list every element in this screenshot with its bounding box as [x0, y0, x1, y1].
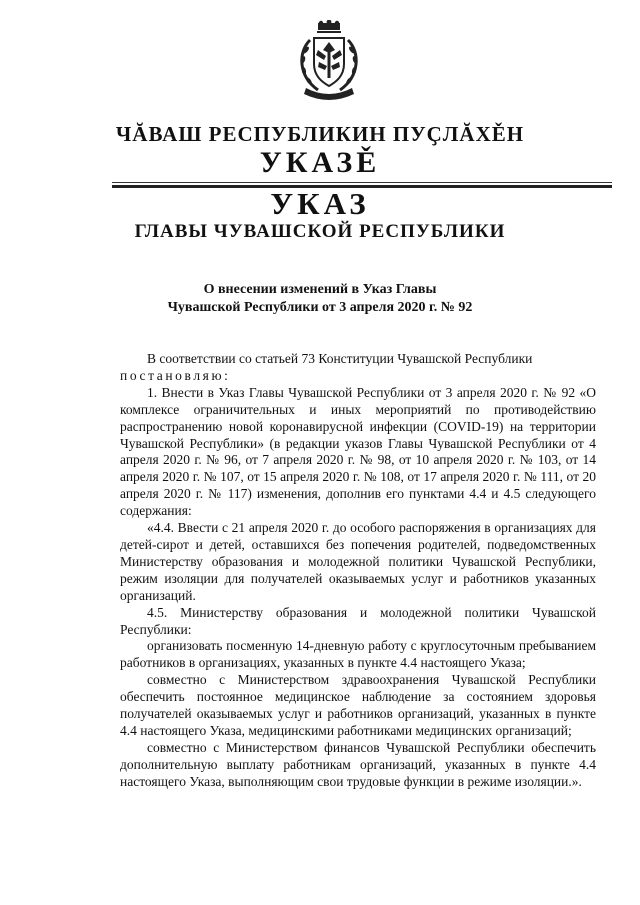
chuvash-header-title: ЧĂВАШ РЕСПУБЛИКИН ПУҪЛĂХĚН: [115, 122, 525, 146]
issuer-heading: ГЛАВЫ ЧУВАШСКОЙ РЕСПУБЛИКИ: [134, 221, 506, 242]
paragraph-4-5: 4.5. Министерству образования и молодежной политики Чувашской Республики:: [120, 604, 596, 637]
paragraph-4-5-c: совместно с Министерством финансов Чувашской Республики обеспечить дополнительную выплату работникам организаций, указанных в пункте 4.4 настоящего Указа, выполняющим свои трудовые функции в режиме изоляции.».: [120, 739, 596, 789]
intro-paragraph: В соответствии со статьей 73 Конституции Чувашской Республики: [147, 351, 533, 366]
subject-line-2: Чувашской Республики от 3 апреля 2020 г. № 92: [167, 300, 473, 315]
paragraph-4-4: «4.4. Ввести с 21 апреля 2020 г. до особого распоряжения в организациях для детей-сирот и детей, оставшихся без попечения родителей, подведомственных Министерству образования и молодежной политики Чувашской Республики, режим изоляции для получателей оказываемых услуг и работников указанных организаций.: [120, 520, 596, 603]
decree-subject: [0, 281, 640, 317]
paragraph-4-5-b: совместно с Министерством здравоохранения Чувашской Республики обеспечить постоянное медицинское наблюдение за состоянием здоровья получателей оказываемых услуг и работников организаций, указанных в пункте 4.4 настоящего Указа, медицинскими работниками медицинских организаций;: [120, 672, 596, 738]
chuvash-ukaze-heading: УКАЗĚ: [259, 146, 381, 179]
ukaz-heading: УКАЗ: [270, 186, 370, 221]
postanovlyayu-text: постановляю:: [120, 367, 231, 383]
decree-body: [120, 351, 596, 791]
header-divider-thin: [112, 182, 612, 183]
postanovlyayu-line: [120, 368, 596, 385]
chuvash-coat-of-arms-icon: [294, 20, 364, 102]
paragraph-1: 1. Внести в Указ Главы Чувашской Республики от 3 апреля 2020 г. № 92 «О комплексе ограничительных и иных мероприятий по противодействию распространению новой коронавирусной инфекции (COVID-19) на территории Чувашской Республики» (в редакции указов Главы Чувашской Республики от 4 апреля 2020 г. № 96, от 7 апреля 2020 г. № 98, от 10 апреля 2020 г. № 103, от 14 апреля 2020 г. № 107, от 15 апреля 2020 г. № 108, от 17 апреля 2020 г. № 111, от 20 апреля 2020 г. № 117) изменения, дополнив его пунктами 4.4 и 4.5 следующего содержания:: [120, 384, 596, 519]
subject-line-1: О внесении изменений в Указ Главы: [203, 282, 437, 297]
paragraph-4-5-a: организовать посменную 14-дневную работу с круглосуточным пребыванием работников в организациях, указанных в пункте 4.4 настоящего Указа;: [120, 638, 596, 671]
